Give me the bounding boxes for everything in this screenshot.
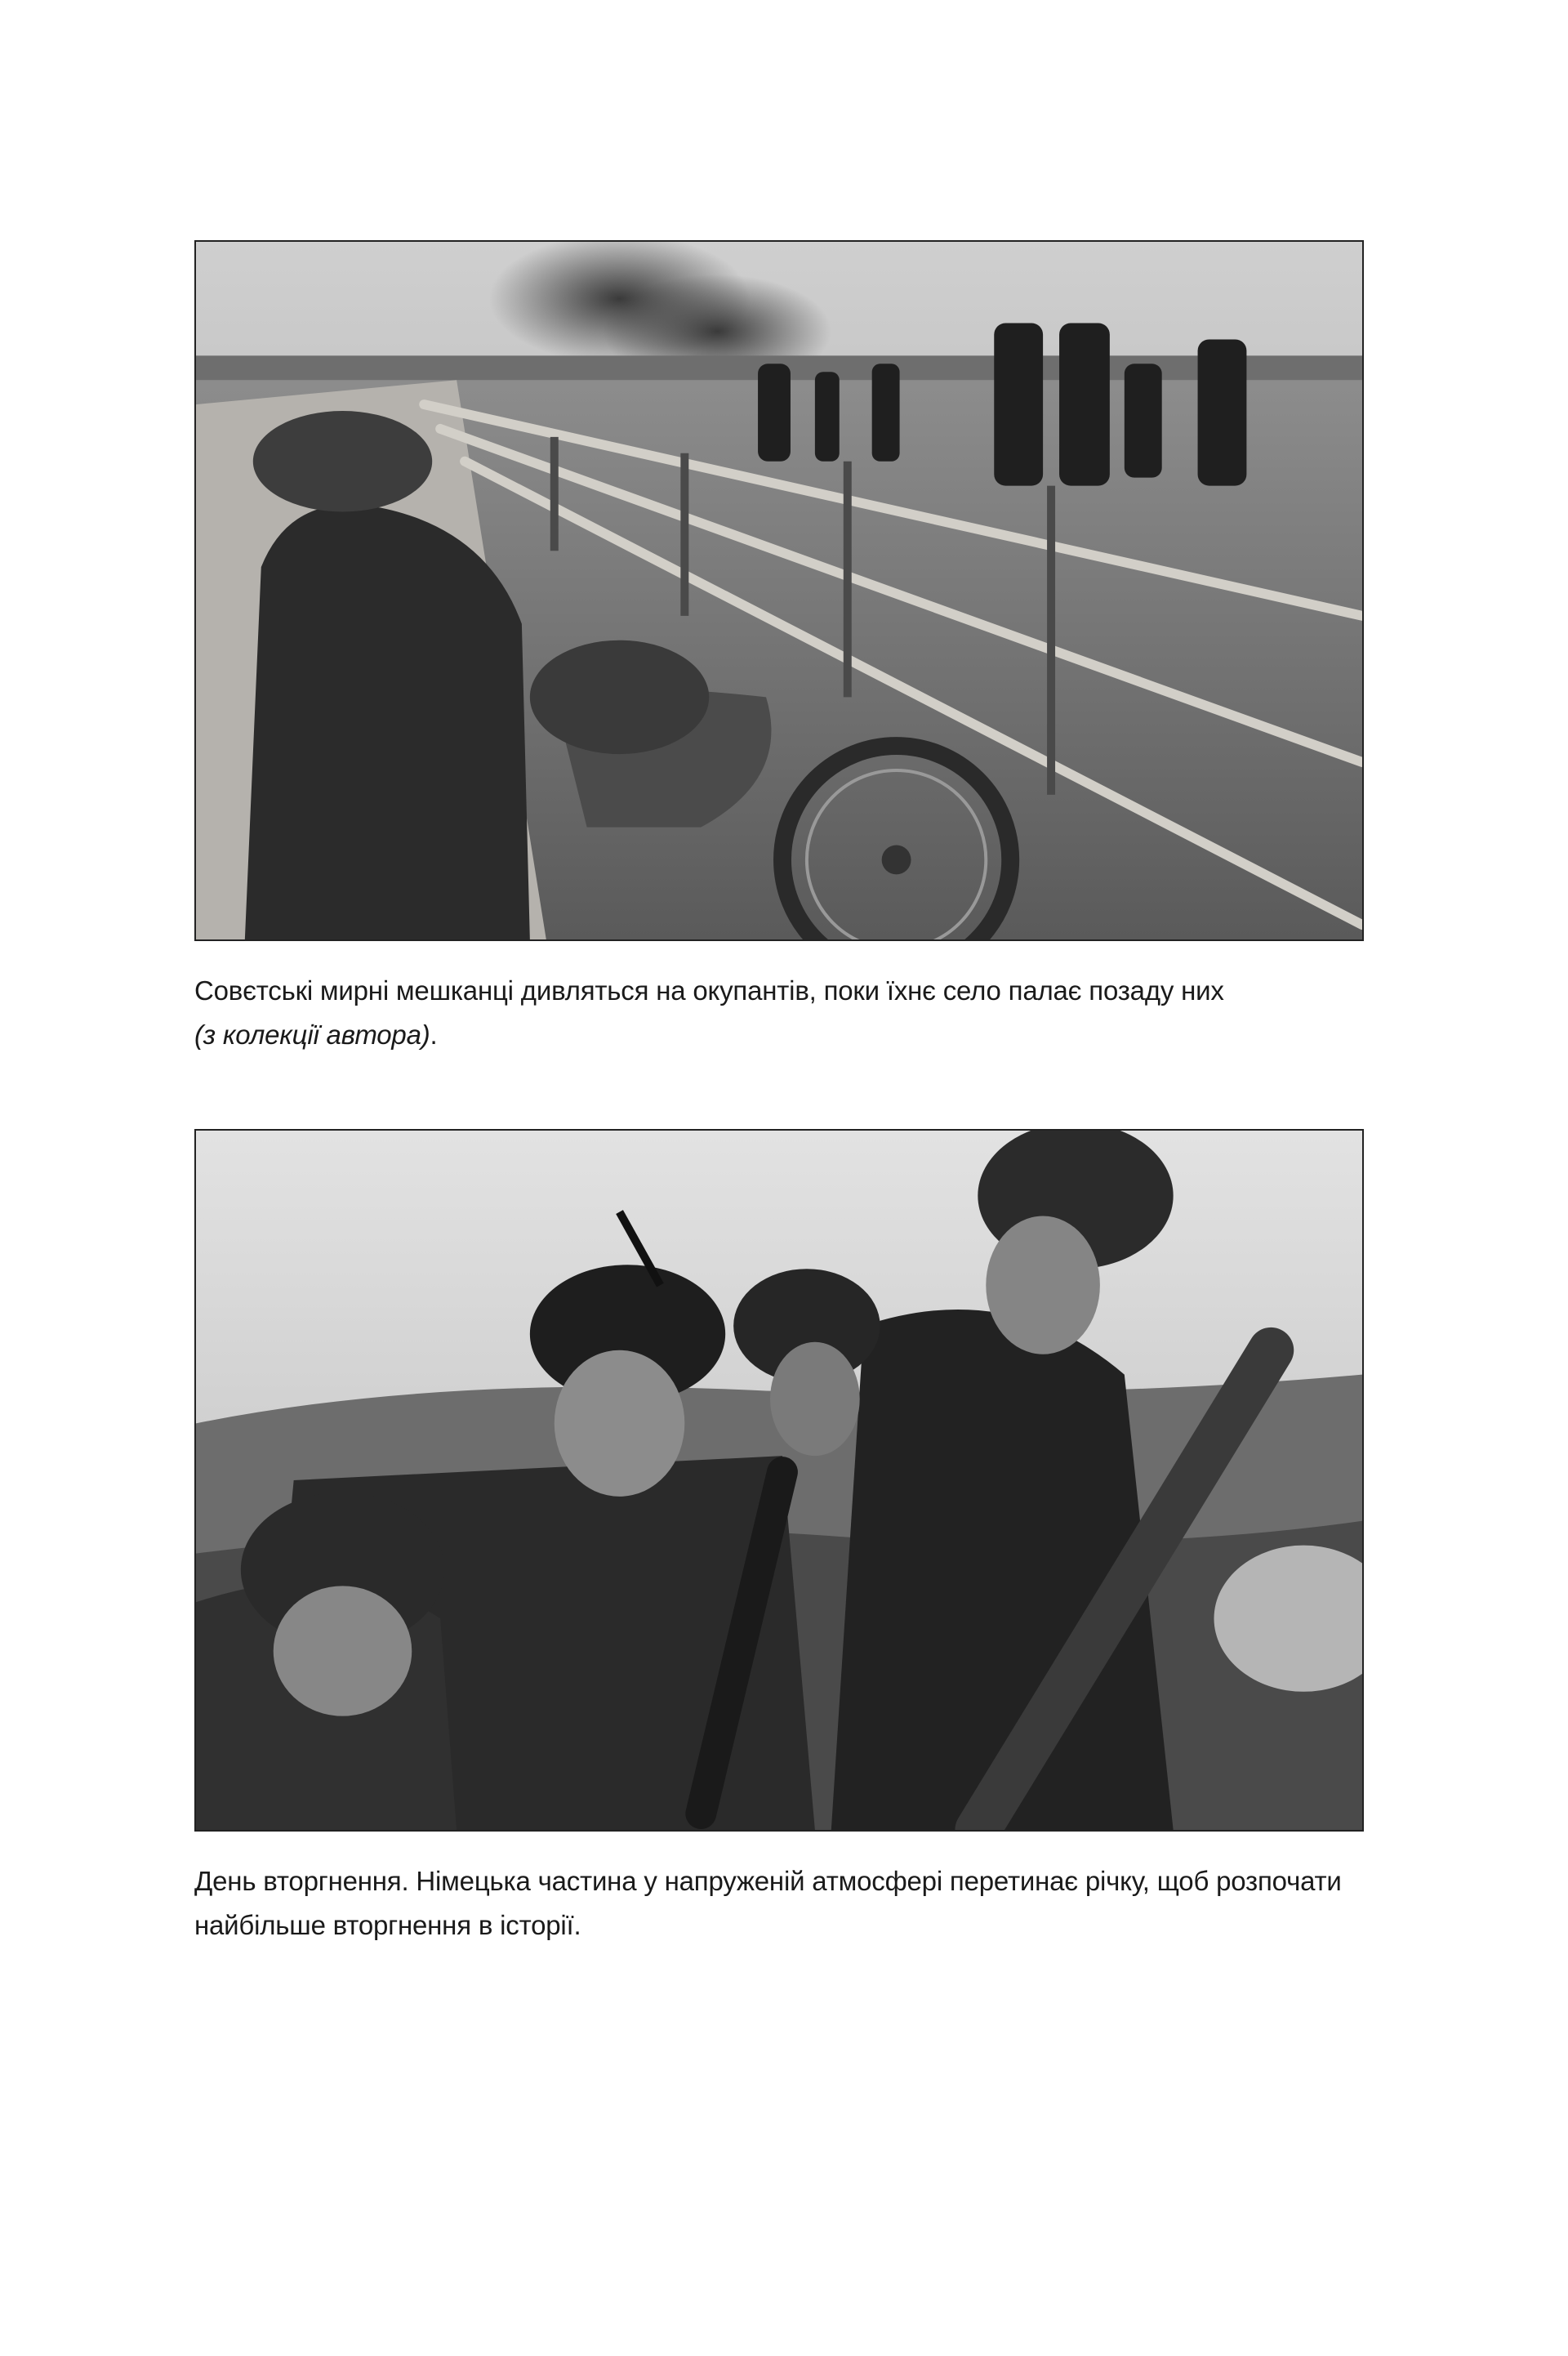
- figure-civilians: [194, 240, 1364, 1057]
- caption-credit: (з колекції автора): [194, 1020, 430, 1050]
- photo-civilians-and-soldier-icon: [196, 242, 1362, 939]
- photo-helmeted-soldiers: [194, 1129, 1364, 1832]
- caption-end: .: [430, 1020, 438, 1050]
- photo-caption-invasion: День вторгнення. Німецька частина у напруженій атмосфері перетинає річку, щоб розпочати найбільше вторгнення в історії.: [194, 1866, 1342, 1940]
- photo-caption-civilians: [194, 969, 1364, 1057]
- photo-helmeted-soldiers-icon: [196, 1131, 1362, 1830]
- caption-text: Совєтські мирні мешканці дивляться на окупантів, поки їхнє село палає позаду них: [194, 975, 1224, 1006]
- photo-civilians-and-soldier: [194, 240, 1364, 941]
- figure-invasion: [194, 1129, 1364, 1948]
